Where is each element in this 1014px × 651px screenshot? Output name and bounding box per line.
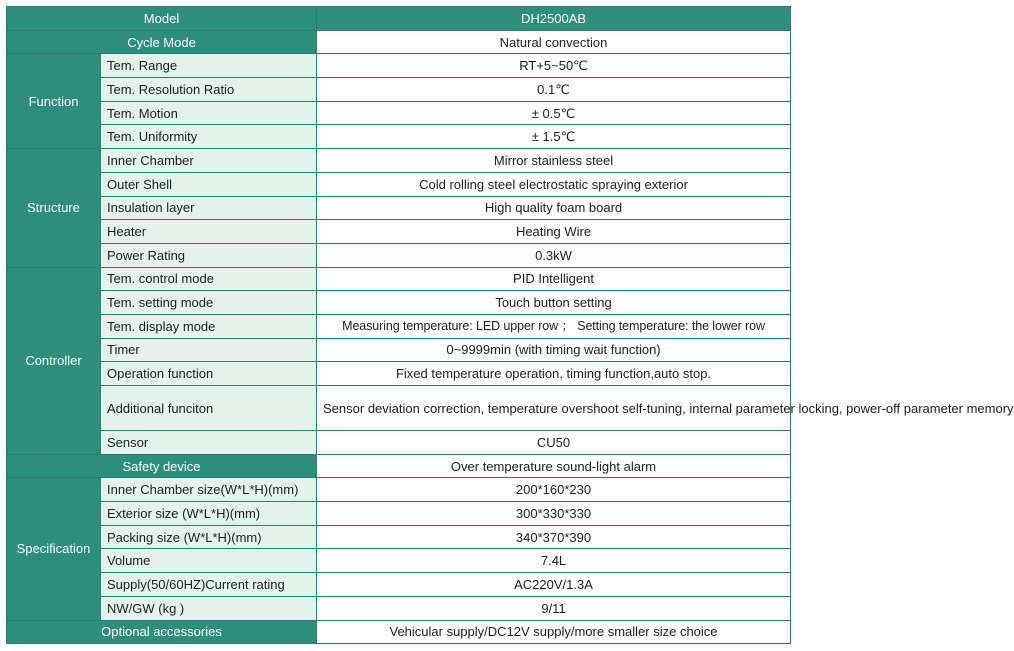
param-value: 300*330*330 <box>317 502 791 526</box>
table-row <box>7 386 791 431</box>
param-value: ± 0.5℃ <box>317 101 791 125</box>
param-label: Tem. Resolution Ratio <box>101 78 317 102</box>
optional-row <box>7 620 791 644</box>
group-structure-title: Structure <box>7 149 101 267</box>
param-value: Cold rolling steel electrostatic spraying exterior <box>317 172 791 196</box>
param-value: CU50 <box>317 431 791 455</box>
param-value: Sensor deviation correction, temperature overshoot self-tuning, internal parameter locking, power-off parameter memory <box>317 386 791 431</box>
safety-label: Safety device <box>7 454 317 478</box>
param-label: Packing size (W*L*H)(mm) <box>101 525 317 549</box>
table-row <box>7 172 791 196</box>
optional-value: Vehicular supply/DC12V supply/more smaller size choice <box>317 620 791 644</box>
param-value: AC220V/1.3A <box>317 573 791 597</box>
param-label: Exterior size (W*L*H)(mm) <box>101 502 317 526</box>
param-label: Tem. setting mode <box>101 291 317 315</box>
table-row <box>7 149 791 173</box>
param-value: Measuring temperature: LED upper row ； Setting temperature: the lower row <box>317 314 791 338</box>
param-label: Supply(50/60HZ)Current rating <box>101 573 317 597</box>
param-value: 7.4L <box>317 549 791 573</box>
param-label: Sensor <box>101 431 317 455</box>
table-row <box>7 502 791 526</box>
param-value: ± 1.5℃ <box>317 125 791 149</box>
table-row <box>7 338 791 362</box>
table-row <box>7 525 791 549</box>
table-row <box>7 291 791 315</box>
table-row <box>7 101 791 125</box>
param-value: 0.1℃ <box>317 78 791 102</box>
param-value: Fixed temperature operation, timing function,auto stop. <box>317 362 791 386</box>
model-row <box>7 7 791 31</box>
param-label: Tem. Uniformity <box>101 125 317 149</box>
param-value: 340*370*390 <box>317 525 791 549</box>
table-row <box>7 573 791 597</box>
table-row <box>7 596 791 620</box>
table-row <box>7 549 791 573</box>
param-value: PID Intelligent <box>317 267 791 291</box>
group-controller-title: Controller <box>7 267 101 454</box>
param-label: Timer <box>101 338 317 362</box>
param-label: Additional funciton <box>101 386 317 431</box>
param-value: 200*160*230 <box>317 478 791 502</box>
safety-row <box>7 454 791 478</box>
table-row <box>7 267 791 291</box>
param-value: 9/11 <box>317 596 791 620</box>
param-label: Inner Chamber size(W*L*H)(mm) <box>101 478 317 502</box>
param-label: Tem. Motion <box>101 101 317 125</box>
param-label: Insulation layer <box>101 196 317 220</box>
param-label: Tem. control mode <box>101 267 317 291</box>
param-label: Volume <box>101 549 317 573</box>
table-row <box>7 196 791 220</box>
table-row <box>7 125 791 149</box>
param-value: Touch button setting <box>317 291 791 315</box>
param-value: 0~9999min (with timing wait function) <box>317 338 791 362</box>
model-label: Model <box>7 7 317 31</box>
param-label: Outer Shell <box>101 172 317 196</box>
param-value: RT+5~50℃ <box>317 54 791 78</box>
param-value: Heating Wire <box>317 220 791 244</box>
optional-label: Optional accessories <box>7 620 317 644</box>
cycle-mode-row <box>7 30 791 54</box>
param-label: Operation function <box>101 362 317 386</box>
param-label: Tem. display mode <box>101 314 317 338</box>
param-value: 0.3kW <box>317 243 791 267</box>
table-row <box>7 478 791 502</box>
param-value: High quality foam board <box>317 196 791 220</box>
table-row <box>7 243 791 267</box>
param-label: Heater <box>101 220 317 244</box>
group-specification-title: Specification <box>7 478 101 620</box>
cycle-mode-value: Natural convection <box>317 30 791 54</box>
group-function-title: Function <box>7 54 101 149</box>
spec-table <box>6 6 1014 644</box>
param-label: NW/GW (kg ) <box>101 596 317 620</box>
table-row <box>7 362 791 386</box>
param-label: Tem. Range <box>101 54 317 78</box>
param-value: Mirror stainless steel <box>317 149 791 173</box>
table-row <box>7 54 791 78</box>
safety-value: Over temperature sound-light alarm <box>317 454 791 478</box>
table-row <box>7 314 791 338</box>
param-label: Inner Chamber <box>101 149 317 173</box>
table-row <box>7 220 791 244</box>
table-row <box>7 78 791 102</box>
param-label: Power Rating <box>101 243 317 267</box>
cycle-mode-label: Cycle Mode <box>7 30 317 54</box>
model-value: DH2500AB <box>317 7 791 31</box>
table-row <box>7 431 791 455</box>
